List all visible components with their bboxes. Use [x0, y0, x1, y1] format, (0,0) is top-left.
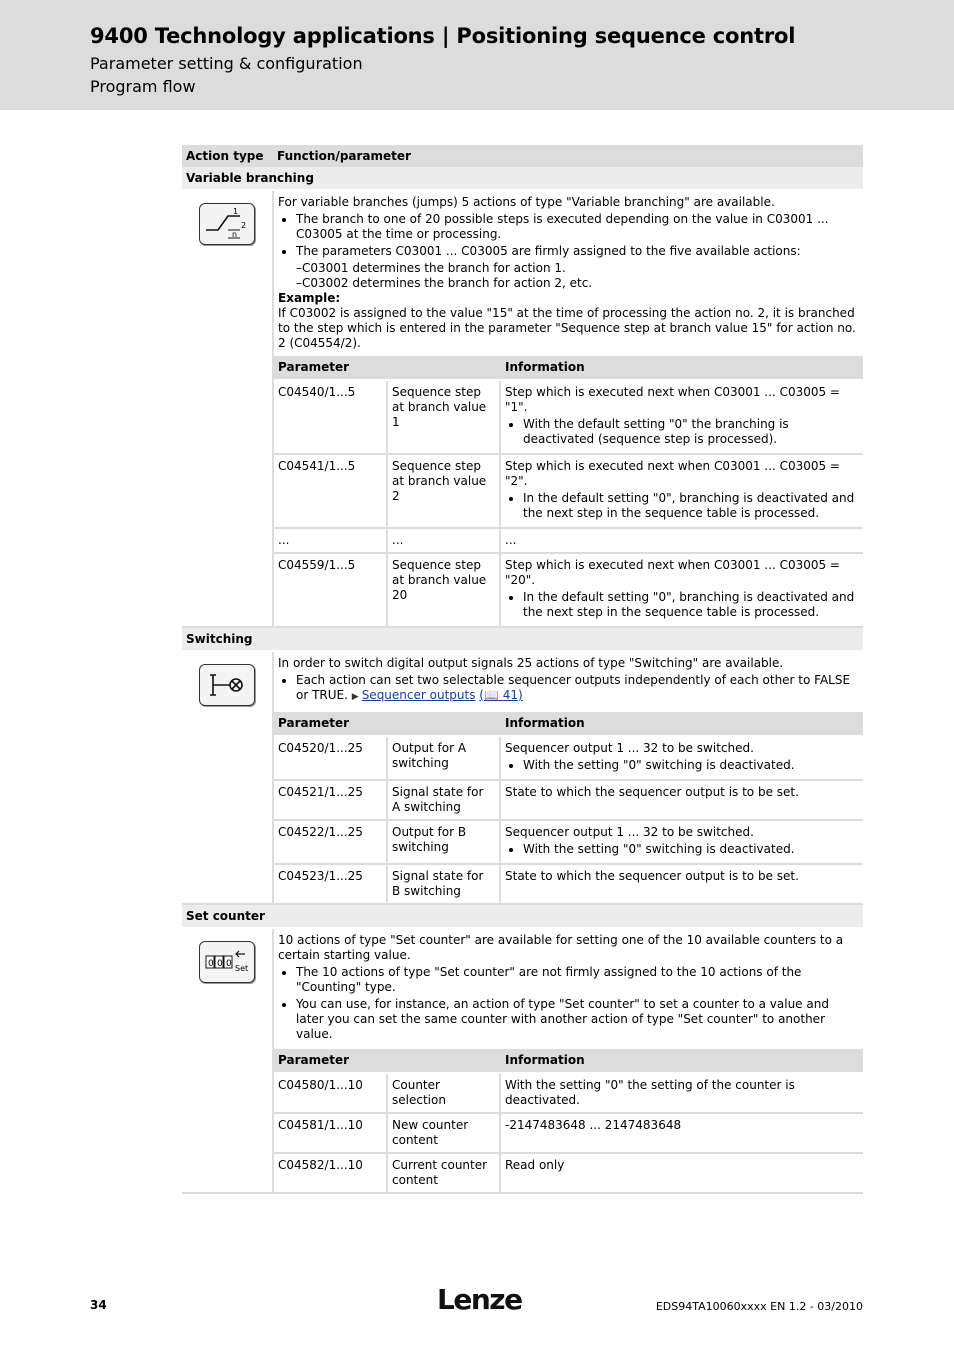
table-row: [274, 736, 863, 780]
action-type-table: [182, 145, 863, 1194]
sequencer-outputs-link[interactable]: Sequencer outputs: [361, 688, 476, 702]
section-title-variable-branching: Variable branching: [182, 167, 863, 190]
page-title: 9400 Technology applications | Positioning sequence control: [90, 24, 796, 48]
document-reference: EDS94TA10060xxxx EN 1.2 - 03/2010: [655, 1300, 863, 1313]
svg-text:0: 0: [226, 959, 232, 969]
book-icon: 📖: [483, 688, 499, 702]
param-info: Step which is executed next when C03001 ... C03005 = "2".: [505, 459, 840, 488]
param-code: C04540/1...5: [274, 380, 387, 454]
table-row: [274, 1113, 863, 1153]
switching-parameter-table: [274, 712, 863, 903]
lenze-logo: Lenze: [437, 1283, 522, 1316]
param-name: Output for A switching: [387, 736, 500, 780]
param-info: Read only: [500, 1153, 863, 1192]
variable-branching-icon: [199, 203, 255, 245]
set-counter-intro: 10 actions of type "Set counter" are available for setting one of the 10 available counters to a certain starting value.: [278, 933, 844, 962]
col-header-action-type: Action type: [182, 145, 273, 167]
table-row: [274, 553, 863, 626]
param-code: C04522/1...25: [274, 820, 387, 864]
table-row: [274, 820, 863, 864]
param-info: State to which the sequencer output is to be set.: [500, 780, 863, 820]
page-subtitle-section: Parameter setting & configuration: [90, 54, 363, 73]
variable-branching-intro: For variable branches (jumps) 5 actions of type "Variable branching" are available.: [278, 195, 775, 209]
switching-intro: In order to switch digital output signals 25 actions of type "Switching" are available.: [278, 656, 784, 670]
param-code: C04582/1...10: [278, 1158, 363, 1172]
set-counter-icon: [199, 941, 255, 983]
list-item: • Each action can set two selectable sequencer outputs independently of each other to FALSE or TRUE. ▶ Sequencer outputs (📖 41): [296, 673, 859, 705]
section-title-set-counter: Set counter: [182, 904, 863, 928]
param-info: -2147483648 ... 2147483648: [500, 1113, 863, 1153]
section-title-switching: Switching: [182, 627, 863, 651]
param-name: Signal state for A switching: [387, 780, 500, 820]
col-header-function: Function/parameter: [273, 145, 863, 167]
param-code: C04523/1...25: [278, 869, 363, 883]
table-row: [274, 454, 863, 528]
param-code: ...: [274, 528, 387, 553]
variable-branching-parameter-table: [274, 356, 863, 626]
svg-text:0: 0: [208, 959, 214, 969]
param-code: C04581/1...10: [274, 1113, 387, 1153]
param-code: C04521/1...25: [274, 780, 387, 820]
param-code: C04580/1...10: [274, 1073, 387, 1113]
page-header: [0, 0, 954, 110]
param-info: With the setting "0" the setting of the counter is deactivated.: [500, 1073, 863, 1113]
param-header: Parameter: [274, 356, 500, 380]
param-name: Counter selection: [387, 1073, 500, 1113]
list-item: • In the default setting "0", branching is deactivated and the next step in the sequence table is processed.: [523, 491, 859, 521]
list-item: • With the setting "0" switching is deactivated.: [523, 758, 859, 773]
param-info: ...: [500, 528, 863, 553]
arrow-right-icon: ▶: [351, 692, 359, 702]
list-item: • The 10 actions of type "Set counter" are not firmly assigned to the 10 actions of the "Counting" type.: [296, 965, 859, 995]
page-number: 34: [90, 1298, 107, 1312]
param-name: Sequence step at branch value 1: [387, 380, 500, 454]
table-row: [274, 380, 863, 454]
list-item: • The parameters C03001 ... C03005 are firmly assigned to the five available actions:: [296, 244, 859, 259]
param-name: New counter content: [387, 1113, 500, 1153]
example-label: Example:: [278, 291, 341, 305]
param-info: Step which is executed next when C03001 ... C03005 = "1".: [505, 385, 840, 414]
svg-text:0: 0: [217, 959, 223, 969]
param-code: C04541/1...5: [274, 454, 387, 528]
table-row: [274, 864, 863, 903]
param-info: Sequencer output 1 ... 32 to be switched.: [505, 741, 754, 755]
param-code: C04520/1...25: [274, 736, 387, 780]
list-item: • You can use, for instance, an action of type "Set counter" to set a counter to a value and later you can set the same counter with another action of type "Set counter" to another value.: [296, 997, 859, 1042]
example-text: If C03002 is assigned to the value "15" at the time of processing the action no. 2, it is branched to the step which is entered in the parameter "Sequence step at branch value 15" for action no. 2 (C04554/2).: [278, 306, 856, 350]
page-subtitle-topic: Program flow: [90, 77, 196, 96]
list-item: • The branch to one of 20 possible steps is executed depending on the value in C03001 ... C03005 at the time or processing.: [296, 212, 859, 242]
param-code: C04559/1...5: [278, 558, 356, 572]
svg-text:n: n: [232, 230, 238, 239]
param-name: Sequence step at branch value 20: [387, 553, 500, 626]
param-info: Step which is executed next when C03001 ... C03005 = "20".: [505, 558, 840, 587]
info-header: Information: [500, 712, 863, 736]
set-counter-parameter-table: [274, 1049, 863, 1192]
list-item: • With the setting "0" switching is deactivated.: [523, 842, 859, 857]
table-row: [274, 1153, 863, 1192]
table-row: [274, 1073, 863, 1113]
list-item: • In the default setting "0", branching is deactivated and the next step in the sequence table is processed.: [523, 590, 859, 620]
param-header: Parameter: [274, 1049, 500, 1073]
svg-text:1: 1: [233, 207, 239, 216]
switching-icon: [199, 664, 255, 706]
param-info: State to which the sequencer output is to be set.: [500, 864, 863, 903]
param-name: Signal state for B switching: [387, 864, 500, 903]
svg-text:2: 2: [241, 221, 247, 230]
dash-item: –C03001 determines the branch for action 1.: [296, 261, 566, 275]
param-info: Sequencer output 1 ... 32 to be switched.: [505, 825, 754, 839]
page-reference-link[interactable]: (📖 41): [479, 688, 523, 702]
param-header: Parameter: [274, 712, 500, 736]
table-row: [274, 528, 863, 553]
param-name: Sequence step at branch value 2: [387, 454, 500, 528]
list-item: • With the default setting "0" the branching is deactivated (sequence step is processed).: [523, 417, 859, 447]
table-row: [274, 780, 863, 820]
param-name: ...: [387, 528, 500, 553]
dash-item: –C03002 determines the branch for action 2, etc.: [296, 276, 593, 290]
info-header: Information: [500, 1049, 863, 1073]
param-name: Output for B switching: [387, 820, 500, 864]
param-name: Current counter content: [387, 1153, 500, 1192]
info-header: Information: [500, 356, 863, 380]
svg-text:Set: Set: [235, 964, 249, 973]
